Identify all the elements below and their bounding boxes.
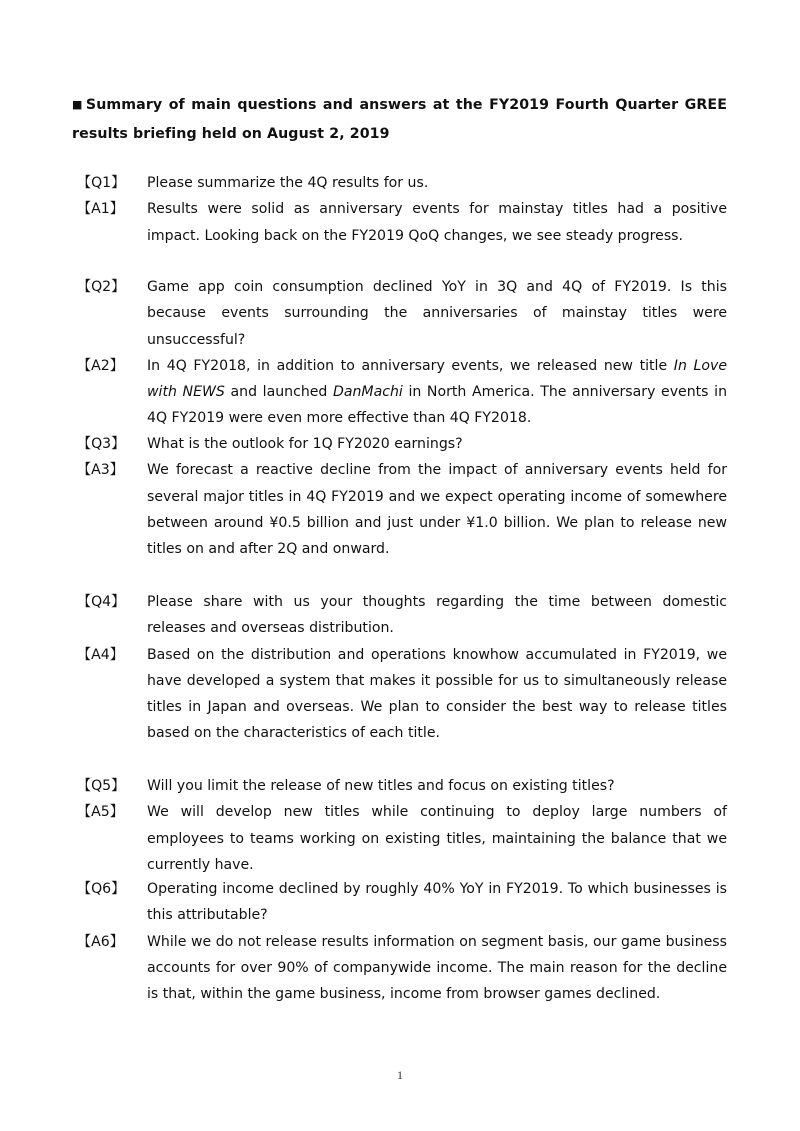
qa-block-1 <box>72 170 727 249</box>
answer-text-part: In 4Q FY2018, in addition to anniversary events, we released new title <box>147 357 674 374</box>
answer-row <box>72 799 727 878</box>
question-row <box>72 431 727 457</box>
document-title <box>72 90 727 149</box>
answer-text: Results were solid as anniversary events for mainstay titles had a positive impact. Looking back on the FY2019 QoQ changes, we see steady progress. <box>147 201 727 244</box>
document-title-text: Summary of main questions and answers at the FY2019 Fourth Quarter GREE results briefing held on August 2, 2019 <box>72 97 727 142</box>
answer-text <box>147 353 727 432</box>
page-number: 1 <box>397 1068 403 1082</box>
answer-text-part: in North America. The anniversary events in 4Q FY2019 were even more effective than 4Q FY2018. <box>147 384 727 427</box>
answer-row <box>72 353 727 432</box>
answer-text-part: and launched <box>224 384 333 401</box>
answer-row <box>72 196 727 249</box>
question-row <box>72 170 727 196</box>
question-label: 【Q6】 <box>77 881 126 897</box>
square-bullet-icon: ■ <box>72 98 84 111</box>
answer-label: 【A6】 <box>77 933 124 950</box>
qa-block-6 <box>72 876 727 1007</box>
answer-row <box>72 642 727 747</box>
answer-label: 【A5】 <box>77 804 124 821</box>
question-label: 【Q1】 <box>77 175 126 191</box>
question-text: Will you limit the release of new titles and focus on existing titles? <box>147 778 615 794</box>
game-title-danmachi: DanMachi <box>333 384 403 401</box>
question-row <box>72 589 727 642</box>
answer-text: We forecast a reactive decline from the impact of anniversary events held for several major titles in 4Q FY2019 and we expect operating income of somewhere between around ¥0.5 billion and just under ¥1.0 billion. We plan to release new titles on and after 2Q and onward. <box>147 462 727 558</box>
question-text: Game app coin consumption declined YoY in 3Q and 4Q of FY2019. Is this because events surrounding the anniversaries of mainstay titles were unsuccessful? <box>147 279 727 348</box>
question-label: 【Q4】 <box>77 594 126 610</box>
question-text: Operating income declined by roughly 40% YoY in FY2019. To which businesses is this attributable? <box>147 881 727 924</box>
answer-label: 【A4】 <box>77 646 124 663</box>
answer-text: While we do not release results information on segment basis, our game business accounts for over 90% of companywide income. The main reason for the decline is that, within the game business, income from browser games declined. <box>147 933 727 1003</box>
qa-block-2 <box>72 274 727 432</box>
question-row <box>72 876 727 929</box>
answer-label: 【A1】 <box>77 201 124 218</box>
question-text: Please summarize the 4Q results for us. <box>147 175 429 191</box>
answer-label: 【A3】 <box>77 462 124 479</box>
game-title-in-love-with-news: In Love with NEWS <box>147 357 727 401</box>
question-label: 【Q3】 <box>77 436 126 452</box>
question-row <box>72 773 727 799</box>
question-label: 【Q2】 <box>77 279 126 295</box>
qa-block-3 <box>72 431 727 562</box>
qa-block-5 <box>72 773 727 878</box>
qa-block-4 <box>72 589 727 747</box>
answer-row <box>72 929 727 1008</box>
question-text: Please share with us your thoughts regarding the time between domestic releases and overseas distribution. <box>147 594 727 637</box>
answer-label: 【A2】 <box>77 357 124 374</box>
answer-text: Based on the distribution and operations knowhow accumulated in FY2019, we have developed a system that makes it possible for us to simultaneously release titles in Japan and overseas. We plan to consider the best way to release titles based on the characteristics of each title. <box>147 646 727 742</box>
question-label: 【Q5】 <box>77 778 126 794</box>
question-row <box>72 274 727 353</box>
answer-text: We will develop new titles while continuing to deploy large numbers of employees to teams working on existing titles, maintaining the balance that we currently have. <box>147 804 727 873</box>
answer-row <box>72 457 727 562</box>
question-text: What is the outlook for 1Q FY2020 earnings? <box>147 436 463 452</box>
